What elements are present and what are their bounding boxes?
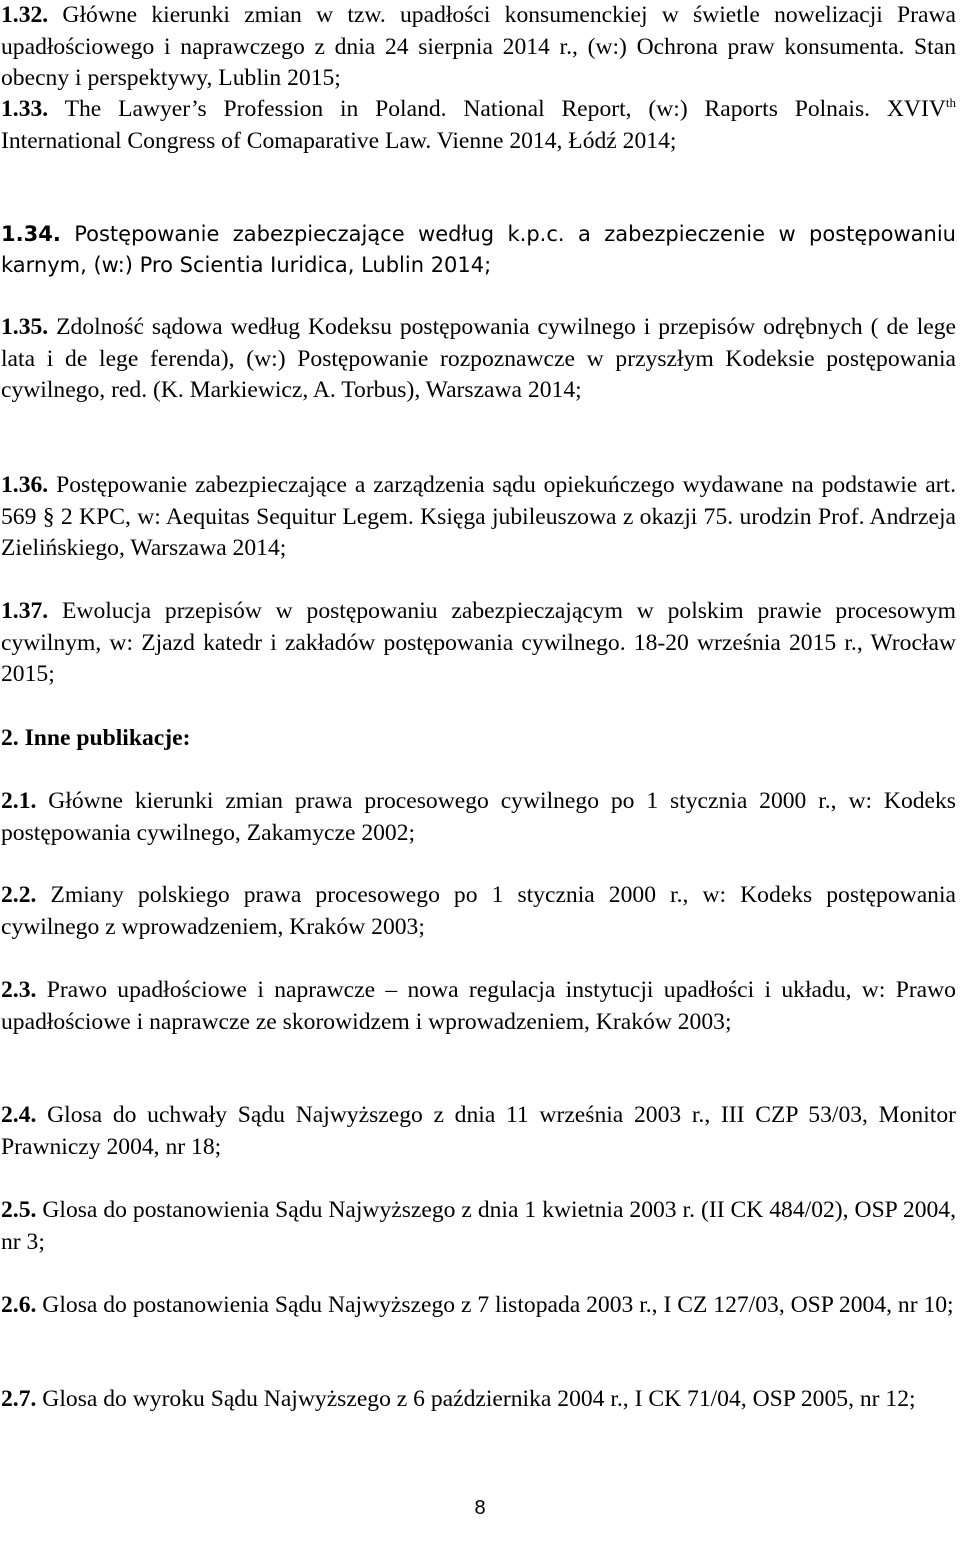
publication-entry-1-33 xyxy=(1,94,956,157)
entry-text: Główne kierunki zmian w tzw. upadłości konsumenckiej w świetle nowelizacji Prawa upadłościowego i naprawczego z dnia 24 sierpnia 2014 r., (w:) Ochrona praw konsumenta. Stan obecny i perspektywy, Lublin 2015; xyxy=(1,2,956,92)
publication-entry-1-35 xyxy=(1,312,956,407)
publication-entry-1-32 xyxy=(1,0,956,95)
publication-entry-1-36 xyxy=(1,470,956,565)
entry-text: Glosa do uchwały Sądu Najwyższego z dnia 11 września 2003 r., III CZP 53/03, Monitor Prawniczy 2004, nr 18; xyxy=(1,1102,956,1160)
entry-text: The Lawyer’s Profession in Poland. National Report, (w:) Raports Polnais. XVIV xyxy=(64,96,946,122)
entry-text: Ewolucja przepisów w postępowaniu zabezpieczającym w polskim prawie procesowym cywilnym, w: Zjazd katedr i zakładów postępowania cywilnego. 18-20 września 2015 r., Wrocław 2015; xyxy=(1,598,956,688)
entry-text: Główne kierunki zmian prawa procesowego cywilnego po 1 stycznia 2000 r., w: Kodeks postępowania cywilnego, Zakamycze 2002; xyxy=(1,788,956,846)
entry-number: 2.2. xyxy=(1,882,37,908)
entry-text: Zmiany polskiego prawa procesowego po 1 stycznia 2000 r., w: Kodeks postępowania cywilnego z wprowadzeniem, Kraków 2003; xyxy=(1,882,956,940)
entry-number: 2.5. xyxy=(1,1197,37,1223)
entry-text: Glosa do wyroku Sądu Najwyższego z 6 października 2004 r., I CK 71/04, OSP 2005, nr 12; xyxy=(42,1386,916,1412)
entry-number: 1.37. xyxy=(1,598,49,624)
publication-entry-2-6 xyxy=(1,1290,956,1322)
entry-number: 1.33. xyxy=(1,96,49,122)
entry-number: 1.34. xyxy=(1,222,61,246)
publication-entry-2-7 xyxy=(1,1384,956,1416)
entry-text: Glosa do postanowienia Sądu Najwyższego z dnia 1 kwietnia 2003 r. (II CK 484/02), OSP 2004, nr 3; xyxy=(1,1197,956,1255)
publication-entry-2-4 xyxy=(1,1100,956,1163)
publication-entry-2-2 xyxy=(1,880,956,943)
publication-entry-2-1 xyxy=(1,786,956,849)
entry-text: Zdolność sądowa według Kodeksu postępowania cywilnego i przepisów odrębnych ( de lege lata i de lege ferenda), (w:) Postępowanie rozpoznawcze w przyszłym Kodeksie postępowania cywilnego, red. (K. Markiewicz, A. Torbus), Warszawa 2014; xyxy=(1,314,956,404)
publication-entry-1-37 xyxy=(1,596,956,691)
entry-number: 2.6. xyxy=(1,1292,37,1318)
superscript: th xyxy=(945,95,956,111)
entry-number: 2.3. xyxy=(1,977,37,1003)
entry-number: 1.32. xyxy=(1,2,49,28)
entry-number: 1.35. xyxy=(1,314,49,340)
entry-number: 2.4. xyxy=(1,1102,37,1128)
publication-entry-1-34 xyxy=(1,219,956,281)
publication-entry-2-5 xyxy=(1,1195,956,1258)
entry-text-continued: International Congress of Comaparative Law. Vienne 2014, Łódź 2014; xyxy=(1,127,677,154)
entry-text: Glosa do postanowienia Sądu Najwyższego z 7 listopada 2003 r., I CZ 127/03, OSP 2004, nr 10; xyxy=(42,1292,954,1318)
publication-entry-2-3 xyxy=(1,975,956,1038)
section-heading: 2. Inne publikacje: xyxy=(1,725,191,751)
entry-text: Prawo upadłościowe i naprawcze – nowa regulacja instytucji upadłości i układu, w: Prawo upadłościowe i naprawcze ze skorowidzem i wprowadzeniem, Kraków 2003; xyxy=(1,977,956,1035)
entry-number: 1.36. xyxy=(1,472,49,498)
entry-text: Postępowanie zabezpieczające według k.p.c. a zabezpieczenie w postępowaniu karnym, (w:) Pro Scientia Iuridica, Lublin 2014; xyxy=(1,222,956,277)
entry-number: 2.1. xyxy=(1,788,37,814)
entry-number: 2.7. xyxy=(1,1386,37,1412)
page-number: 8 xyxy=(474,1497,486,1519)
entry-text: Postępowanie zabezpieczające a zarządzenia sądu opiekuńczego wydawane na podstawie art. 569 § 2 KPC, w: Aequitas Sequitur Legem. Księga jubileuszowa z okazji 75. urodzin Prof. Andrzeja Zielińskiego, Warszawa 2014; xyxy=(1,472,956,562)
